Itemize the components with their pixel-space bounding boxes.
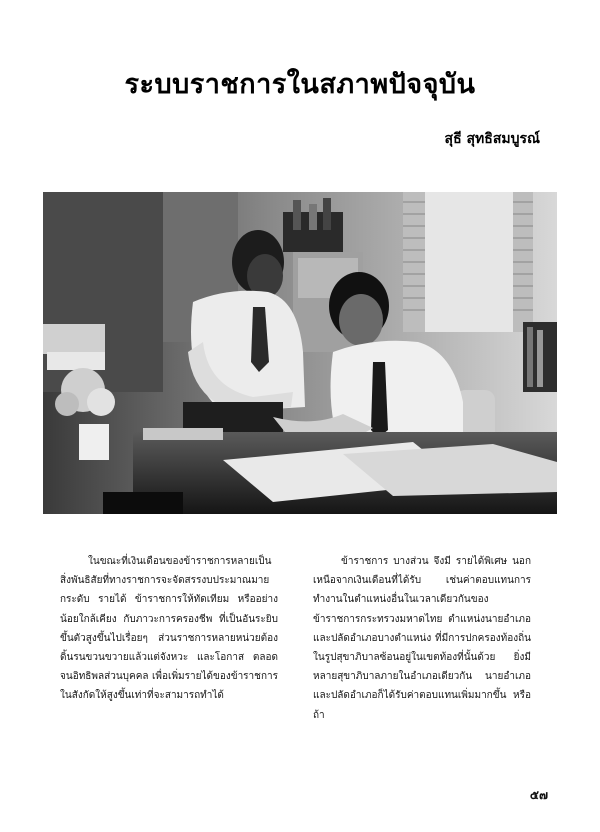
page-number: ๕๗	[529, 788, 548, 802]
body-column-left	[60, 552, 278, 706]
article-title: ระบบราชการในสภาพปัจจุบัน	[124, 69, 476, 100]
body-paragraph: ในขณะที่เงินเดือนของข้าราชการหลายเป็นสิ่งพันธิสัยที่ทางราชการจะจัดสรรงบประมาณมายกระดับ รายได้ ข้าราชการให้ทัดเทียม หรืออย่างน้อยใกล้เคียง กับภาวะการครองชีพ ที่เป็นอันระยิบขึ้นตัวสูงขึ้นไปเรื่อยๆ ส่วนราชการหลายหน่วยต้องดิ้นรนขวนขวายแล้วแต่จังหวะ และโอกาส ตลอดจนอิทธิพลส่วนบุคคล เพื่อเพิ่มรายได้ของข้าราชการในสังกัดให้สูงขึ้นเท่าที่จะสามารถทำได้	[60, 556, 278, 702]
article-photo	[43, 192, 557, 514]
body-column-right	[313, 552, 531, 725]
body-paragraph: ข้าราชการ บางส่วน จึงมี รายได้พิเศษ นอกเหนือจากเงินเดือนที่ได้รับ เช่นค่าตอบแทนการทำงานในตำแหน่งอื่นในเวลาเดียวกันของข้าราชการกระทรวงมหาดไทย ตำแหน่งนายอำเภอ และปลัดอำเภอบางตำแหน่ง ที่มีการปกครองท้องถิ่นในรูปสุขาภิบาลซ้อนอยู่ในเขตท้องที่นั้นด้วย ยิ่งมีหลายสุขาภิบาลภายในอำเภอเดียวกัน นายอำเภอและปลัดอำเภอก็ได้รับค่าตอบแทนเพิ่มมากขึ้น หรือถ้า	[313, 556, 531, 721]
author-name: สุธี สุทธิสมบูรณ์	[444, 131, 540, 147]
